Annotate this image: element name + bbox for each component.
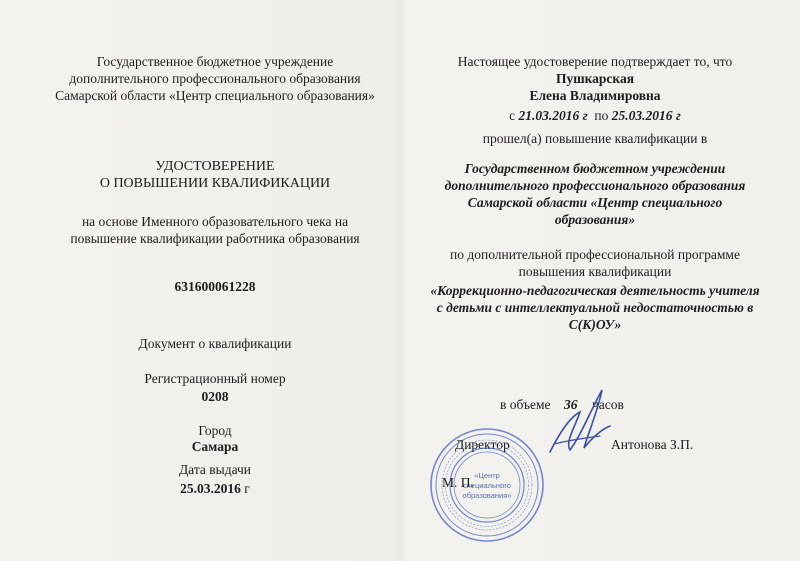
city-value: Самара bbox=[191, 439, 239, 454]
seal-label: М. П. bbox=[442, 475, 474, 490]
signature bbox=[540, 382, 620, 467]
director-label: Директор bbox=[455, 437, 510, 452]
cheque-number: 631600061228 bbox=[174, 279, 256, 294]
program-intro-line-1: по дополнительной профессиональной программе bbox=[450, 247, 740, 262]
program-line-1: «Коррекционно-педагогическая деятельность учителя bbox=[430, 283, 760, 298]
document-title-line-2: О ПОВЫШЕНИИ КВАЛИФИКАЦИИ bbox=[99, 176, 331, 191]
period-from-prefix: с bbox=[509, 108, 516, 123]
city-label: Город bbox=[198, 423, 232, 438]
issue-date-value: 25.03.2016 bbox=[180, 481, 241, 496]
volume-hours: 36 bbox=[564, 397, 578, 412]
training-period bbox=[410, 107, 780, 124]
program-intro-line-2: повышения квалификации bbox=[518, 264, 672, 279]
document-title-line-1: УДОСТОВЕРЕНИЕ bbox=[155, 159, 275, 174]
registration-number: 0208 bbox=[201, 389, 229, 404]
institution-line-3: Самарской области «Центр специального образования» bbox=[55, 88, 375, 103]
basis-line-2: повышение квалификации работника образования bbox=[70, 231, 360, 246]
recipient-name: Елена Владимировна bbox=[529, 88, 661, 103]
period-from: 21.03.2016 г bbox=[518, 108, 588, 123]
director-name: Антонова З.П. bbox=[611, 437, 694, 452]
org-line-4: образования» bbox=[554, 212, 636, 227]
org-line-3: Самарской области «Центр специального bbox=[467, 195, 723, 210]
period-to: 25.03.2016 г bbox=[611, 108, 681, 123]
issue-date-label: Дата выдачи bbox=[178, 462, 252, 477]
passed-text: прошел(а) повышение квалификации в bbox=[482, 131, 708, 146]
volume-prefix: в объеме bbox=[500, 397, 551, 412]
issue-date bbox=[30, 480, 400, 497]
registration-label: Регистрационный номер bbox=[144, 371, 286, 386]
document-type-label: Документ о квалификации bbox=[138, 336, 292, 351]
program-line-2: с детьми с интеллектуальной недостаточностью в bbox=[436, 300, 754, 315]
stamp-text-1: «Центр bbox=[474, 471, 500, 480]
stamp-text-3: образования» bbox=[462, 491, 512, 500]
period-to-prefix: по bbox=[594, 108, 609, 123]
volume-suffix: часов bbox=[592, 397, 624, 412]
issue-date-suffix: г bbox=[244, 481, 250, 496]
stamp-text-2: специального bbox=[463, 481, 511, 490]
basis-line-1: на основе Именного образовательного чека на bbox=[81, 214, 349, 229]
org-line-2: дополнительного профессионального образования bbox=[444, 178, 746, 193]
institution-line-2: дополнительного профессионального образования bbox=[69, 71, 361, 86]
institution-line-1: Государственное бюджетное учреждение bbox=[96, 54, 334, 69]
recipient-surname: Пушкарская bbox=[555, 71, 635, 86]
org-line-1: Государственном бюджетном учреждении bbox=[464, 161, 726, 176]
intro-text: Настоящее удостоверение подтверждает то, что bbox=[457, 54, 733, 69]
program-line-3: С(К)ОУ» bbox=[568, 317, 622, 332]
